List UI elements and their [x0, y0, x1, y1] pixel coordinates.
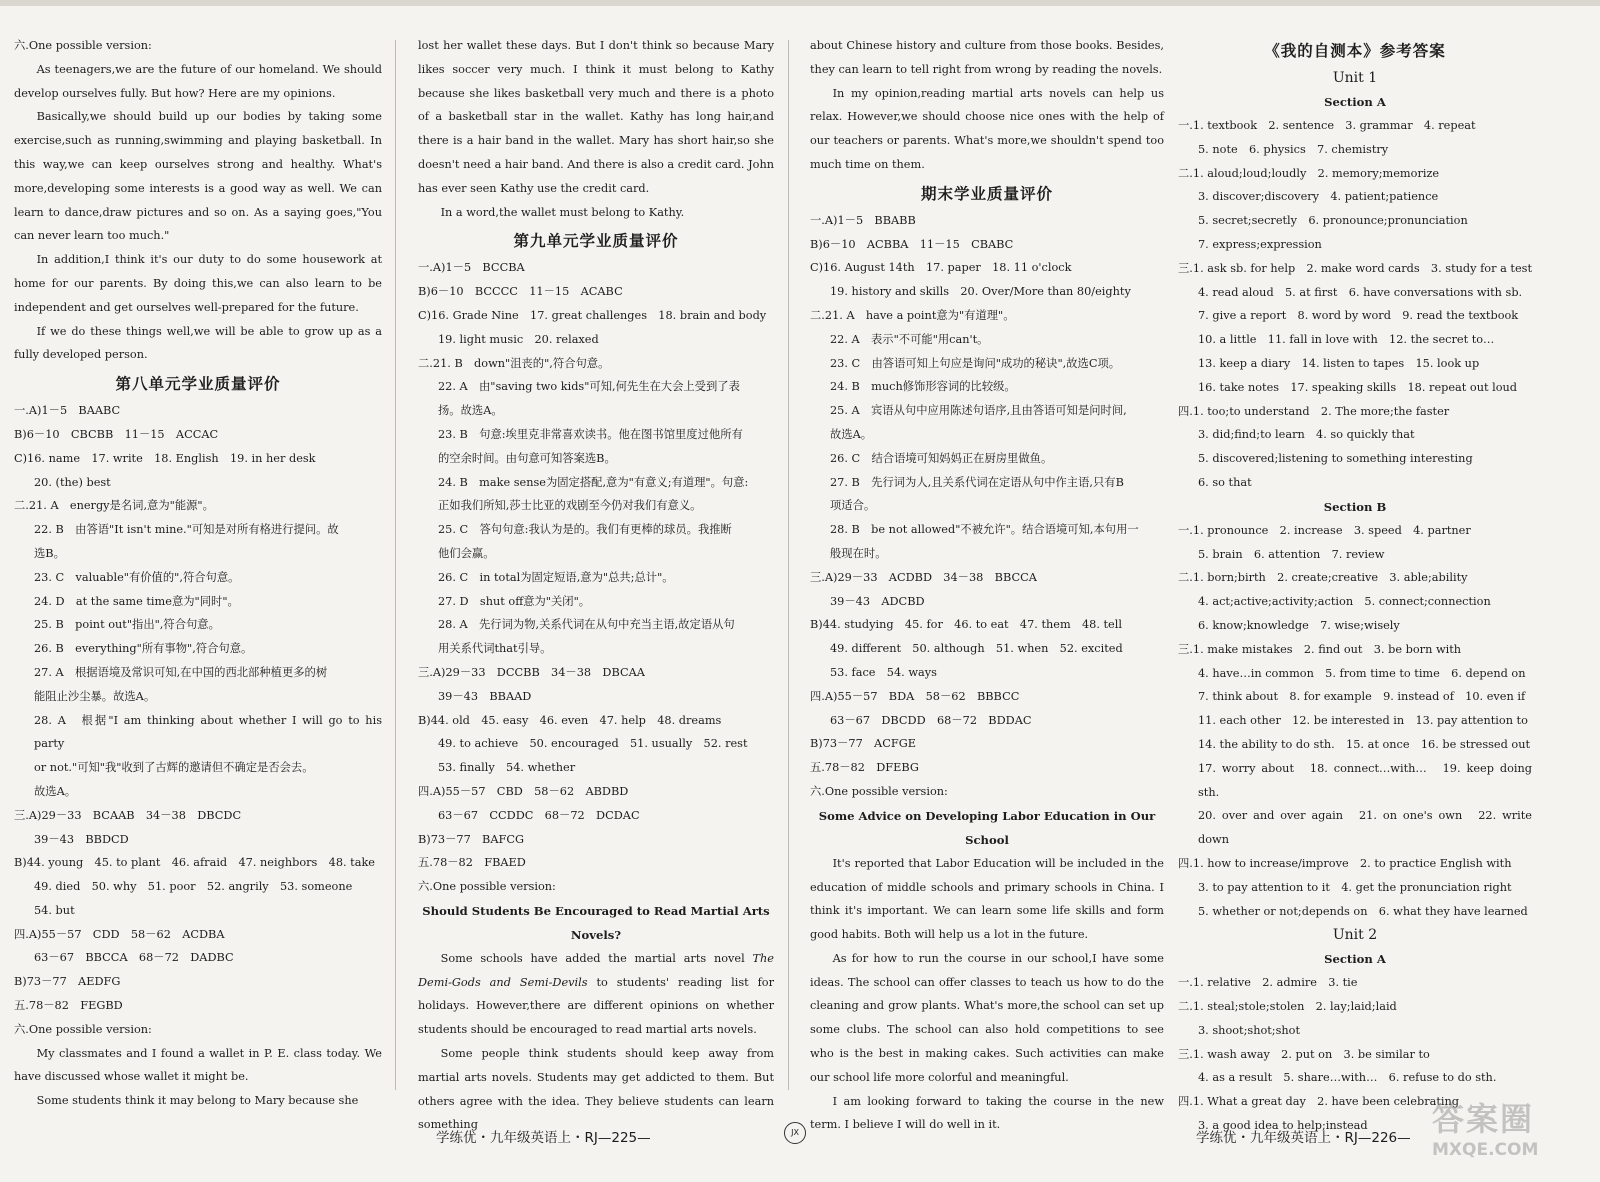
answer-line: 二.21. A energy是名词,意为"能源"。	[14, 499, 214, 513]
answer-line: 39－43 ADCBD	[830, 594, 925, 608]
answer-line: 三.1. ask sb. for help 2. make word cards 3. study for a test	[1178, 261, 1532, 275]
answer-line: 二.1. aloud;loud;loudly 2. memory;memorize	[1178, 166, 1440, 180]
answer-line: Some students think it may belong to Mary because she	[36, 1094, 359, 1108]
column-4	[1178, 34, 1532, 1138]
essay-paragraph: about Chinese history and culture from those books. Besides, they can learn to tell right from wrong by reading the novels.	[810, 39, 1164, 76]
answer-line: 63－67 BBCCA 68－72 DADBC	[34, 951, 234, 965]
essay-text: to students' reading list for holidays. However,there are different opinions on whether students should be encouraged to read martial arts novels.	[418, 975, 774, 1037]
answer-line: B)44. old 45. easy 46. even 47. help 48. dreams	[418, 713, 722, 727]
answer-line: 扬。故选A。	[438, 404, 503, 418]
answer-line: 23. B 句意:埃里克非常喜欢读书。他在图书馆里度过他所有	[438, 427, 743, 441]
answer-line: 25. B point out"指出",符合句意。	[34, 618, 220, 632]
answer-line: 故选A。	[34, 784, 77, 798]
answer-line: 3. a good idea to help;instead	[1198, 1119, 1368, 1133]
essay-paragraph: Basically,we should build up our bodies by taking some exercise,such as running,swimming and playing basketball. In this way,we can keep ourselves strong and healthy. What's more,developing some interests is a good way as well. We can learn to dance,draw pictures and so on. As a saying goes,"You can never learn too much."	[14, 110, 382, 243]
answer-line: 28. B be not allowed"不被允许"。结合语境可知,本句用一	[830, 523, 1139, 537]
answer-line: 26. C 结合语境可知妈妈正在厨房里做鱼。	[830, 451, 1053, 465]
unit9-answers	[418, 256, 774, 899]
answer-line: 20. over and over again 21. on one's own 22. write down	[1198, 809, 1532, 847]
essay-paragraph: In addition,I think it's our duty to do some housework at home for our parents. By doing this,we can also learn to be independent and get ourselves well-prepared for the future.	[14, 253, 382, 314]
answer-line: 一.A)1－5 BAABC	[14, 404, 121, 418]
essay-paragraph: It's reported that Labor Education will be included in the education of middle schools and primary schools in China. I think it's important. We can learn some life skills and form good habits. Both will help us a lot in the future.	[810, 856, 1164, 942]
section-title-unit8: 第八单元学业质量评价	[115, 375, 281, 394]
answer-line: 二.21. B down"沮丧的",符合句意。	[418, 356, 610, 370]
answer-line: 63－67 DBCDD 68－72 BDDAC	[830, 713, 1032, 727]
answer-line: 27. D shut off意为"关闭"。	[438, 594, 591, 608]
section-title-final: 期末学业质量评价	[920, 184, 1053, 203]
answer-line: 5. whether or not;depends on 6. what they have learned	[1198, 904, 1528, 918]
answer-line: 24. B much修饰形容词的比较级。	[830, 380, 1016, 394]
answer-line: C)16. August 14th 17. paper 18. 11 o'clock	[810, 261, 1072, 275]
answer-line: 三.1. make mistakes 2. find out 3. be born with	[1178, 642, 1462, 656]
answer-line: 25. A 宾语从句中应用陈述句语序,且由答语可知是问时间,	[830, 404, 1127, 418]
unit1-section-b-answers	[1178, 519, 1532, 924]
essay-paragraph	[418, 947, 774, 1042]
watermark-url: MXQE.COM	[1432, 1140, 1539, 1160]
final-answers	[810, 209, 1164, 804]
answer-line: B)73－77 BAFCG	[418, 832, 525, 846]
answer-line: B)6－10 ACBBA 11－15 CBABC	[810, 237, 1014, 251]
answer-line: 13. keep a diary 14. listen to tapes 15. look up	[1198, 356, 1480, 370]
answer-line: 26. B everything"所有事物",符合句意。	[34, 642, 253, 656]
answer-line: 三.A)29－33 BCAAB 34－38 DBCDC	[14, 808, 242, 822]
answer-line: My classmates and I found a wallet in P. E. class today. We have discussed whose wallet it might be.	[14, 1046, 382, 1084]
page-footer-left: 学练优・九年级英语上・RJ—225—	[436, 1130, 651, 1146]
answer-line: 正如我们所知,莎士比亚的戏剧至今仍对我们有意义。	[438, 499, 702, 513]
answer-line: 16. take notes 17. speaking skills 18. repeat out loud	[1198, 380, 1518, 394]
answer-line: 一.A)1－5 BBABB	[810, 213, 916, 227]
answer-line: 六.One possible version:	[418, 880, 556, 894]
novel-title: The Demi-Gods and Semi-Devils	[418, 951, 774, 989]
answer-line: 能阻止沙尘暴。故选A。	[34, 689, 156, 703]
answer-line: 6. know;knowledge 7. wise;wisely	[1198, 618, 1400, 632]
answer-line: 三.1. wash away 2. put on 3. be similar to	[1178, 1047, 1430, 1061]
answer-line: 六.One possible version:	[14, 1022, 152, 1036]
answer-line: 般现在时。	[830, 546, 887, 560]
answer-line: 一.1. pronounce 2. increase 3. speed 4. partner	[1178, 523, 1471, 537]
page-footer-right: 学练优・九年级英语上・RJ—226—	[1196, 1130, 1411, 1146]
answer-line: 3. discover;discovery 4. patient;patience	[1198, 190, 1439, 204]
answer-line: B)6－10 BCCCC 11－15 ACABC	[418, 285, 623, 299]
answer-line: 3. did;find;to learn 4. so quickly that	[1198, 428, 1415, 442]
answer-line: B)6－10 CBCBB 11－15 ACCAC	[14, 427, 219, 441]
answer-line: 27. A 根据语境及常识可知,在中国的西北部种植更多的树	[34, 665, 328, 679]
answer-line: 4. have…in common 5. from time to time 6. depend on	[1198, 666, 1526, 680]
answer-line: 三.A)29－33 ACDBD 34－38 BBCCA	[810, 570, 1037, 584]
answer-line: 7. think about 8. for example 9. instead of 10. even if	[1198, 690, 1526, 704]
jx-mark: JX	[784, 1122, 806, 1144]
answer-line: 22. B 由答语"It isn't mine."可知是对所有格进行提问。故	[34, 523, 339, 537]
essay-paragraph: As for how to run the course in our school,I have some ideas. The school can offer classes to teach us how to do the cleaning and grow plants. What's more,the school can set up some clubs. The school can also hold competitions to see who is the best in making cakes. Such activities can make our school life more colorful and meaningful.	[810, 951, 1164, 1084]
essay-paragraph: I am looking forward to taking the course in the new term. I believe I will do well in it.	[810, 1094, 1164, 1132]
answer-line: 25. C 答句句意:我认为是的。我们有更棒的球员。我推断	[438, 523, 732, 537]
answer-line: 4. act;active;activity;action 5. connect;connection	[1198, 595, 1491, 609]
answer-line: 53. face 54. ways	[830, 665, 937, 679]
answer-line: 一.1. textbook 2. sentence 3. grammar 4. repeat	[1178, 119, 1476, 132]
answer-line: 22. A 表示"不可能"用can't。	[830, 332, 989, 346]
answer-line: 39－43 BBDCD	[34, 832, 129, 846]
answer-line: B)44. studying 45. for 46. to eat 47. them 48. tell	[810, 618, 1122, 632]
answer-line: 49. to achieve 50. encouraged 51. usually 52. rest	[438, 737, 748, 751]
column-divider	[395, 40, 396, 1090]
watermark-logo: 答案圈	[1432, 1100, 1535, 1138]
answer-line: 39－43 BBAAD	[438, 689, 532, 703]
answer-key-title: 《我的自测本》参考答案	[1264, 42, 1446, 60]
unit8-answers	[14, 399, 382, 1113]
answer-line: 四.A)55－57 CDD 58－62 ACDBA	[14, 927, 225, 941]
section-title-unit9: 第九单元学业质量评价	[513, 232, 679, 251]
answer-line: 故选A。	[830, 427, 873, 441]
answer-line: 一.1. relative 2. admire 3. tie	[1178, 976, 1358, 990]
essay-paragraph: In my opinion,reading martial arts novels can help us relax. However,we should choose nice ones with the help of our teachers or parents. What's more,we shouldn't spend too much time on them.	[810, 86, 1164, 171]
column-2	[418, 34, 774, 1137]
answer-line: 一.A)1－5 BCCBA	[418, 261, 525, 275]
essay-paragraph: In a word,the wallet must belong to Kathy.	[440, 205, 685, 219]
answer-line: 3. shoot;shot;shot	[1198, 1023, 1301, 1037]
answer-line: 17. worry about 18. connect…with… 19. keep doing sth.	[1198, 761, 1532, 799]
answer-line: 23. C 由答语可知上句应是询问"成功的秘诀",故选C项。	[830, 356, 1121, 370]
answer-line: 六.One possible version:	[810, 784, 948, 798]
answer-line: 27. B 先行词为人,且关系代词在定语从句中作主语,只有B	[830, 475, 1124, 489]
essay-heading: 六.One possible version:	[14, 39, 152, 52]
answer-line: 二.1. steal;stole;stolen 2. lay;laid;laid	[1178, 1000, 1397, 1014]
answer-line: 项适合。	[830, 499, 876, 513]
answer-line: 五.78－82 FEGBD	[14, 999, 123, 1013]
page-top-edge	[0, 0, 1600, 6]
essay-text: Some schools have added the martial arts novel	[440, 951, 753, 965]
essay-title: Should Students Be Encouraged to Read Martial Arts Novels?	[422, 903, 770, 942]
answer-line: B)44. young 45. to plant 46. afraid 47. neighbors 48. take	[14, 856, 375, 870]
unit-heading: Unit 2	[1332, 927, 1378, 944]
answer-line: 20. (the) best	[34, 475, 111, 489]
column-3	[810, 34, 1164, 1137]
answer-line: 28. A 根据"I am thinking about whether I will go to his party	[34, 713, 382, 751]
answer-line: 四.1. too;to understand 2. The more;the faster	[1178, 404, 1450, 418]
answer-line: 4. as a result 5. share…with… 6. refuse to do sth.	[1198, 1071, 1497, 1085]
answer-line: 11. each other 12. be interested in 13. pay attention to	[1198, 714, 1528, 728]
unit1-section-a-answers	[1178, 114, 1532, 495]
section-heading: Section A	[1324, 95, 1386, 109]
answer-line: C)16. name 17. write 18. English 19. in her desk	[14, 451, 316, 465]
answer-line: 63－67 CCDDC 68－72 DCDAC	[438, 808, 640, 822]
answer-line: 用关系代词that引导。	[438, 642, 552, 656]
column-1	[14, 34, 382, 1113]
answer-line: 四.1. how to increase/improve 2. to practice English with	[1178, 856, 1512, 870]
column-divider	[788, 40, 789, 1090]
answer-line: C)16. Grade Nine 17. great challenges 18. brain and body	[418, 308, 767, 322]
watermark	[1432, 1094, 1592, 1170]
answer-line: B)73－77 AEDFG	[14, 975, 121, 989]
essay-paragraph: Some people think students should keep away from martial arts novels. Students may get addicted to them. But others agree with the idea. They believe students can learn something	[418, 1047, 774, 1132]
answer-line: 28. A 先行词为物,关系代词在从句中充当主语,故定语从句	[438, 618, 735, 632]
answer-line: 选B。	[34, 546, 65, 560]
answer-line: 5. note 6. physics 7. chemistry	[1198, 142, 1389, 156]
answer-line: 24. D at the same time意为"同时"。	[34, 594, 239, 608]
answer-line: 三.A)29－33 DCCBB 34－38 DBCAA	[418, 665, 645, 679]
essay-paragraph: As teenagers,we are the future of our homeland. We should develop ourselves fully. But how? Here are my opinions.	[14, 62, 382, 100]
answer-line: 19. light music 20. relaxed	[438, 332, 599, 346]
answer-line: 23. C valuable"有价值的",符合句意。	[34, 570, 240, 584]
answer-line: 五.78－82 FBAED	[418, 856, 526, 870]
essay-title: Some Advice on Developing Labor Education in Our School	[818, 808, 1156, 847]
section-heading: Section A	[1324, 952, 1386, 967]
answer-line: 53. finally 54. whether	[438, 761, 576, 775]
answer-line: 五.78－82 DFEBG	[810, 761, 919, 775]
answer-line: 5. brain 6. attention 7. review	[1198, 547, 1385, 561]
answer-line: 四.A)55－57 CBD 58－62 ABDBD	[418, 784, 629, 798]
answer-line: 14. the ability to do sth. 15. at once 16. be stressed out	[1198, 737, 1531, 751]
answer-line: 四.1. What a great day 2. have been celebrating	[1178, 1095, 1460, 1109]
unit-heading: Unit 1	[1332, 70, 1378, 86]
answer-line: 7. give a report 8. word by word 9. read the textbook	[1198, 309, 1519, 323]
answer-line: 二.21. A have a point意为"有道理"。	[810, 308, 1015, 322]
essay-paragraph: lost her wallet these days. But I don't think so because Mary likes soccer very much. I think it must belong to Kathy because she likes basketball very much and there is a photo of a basketball star in the wallet. Kathy has long hair,and there is a hair band in the wallet. Mary has short hair,so she doesn't need a hair band. And there is also a credit card. John has ever seen Kathy use the credit card.	[418, 39, 774, 195]
answer-line: B)73－77 ACFGE	[810, 737, 916, 751]
answer-line: 他们会赢。	[438, 546, 495, 560]
answer-line: or not."可知"我"收到了古辉的邀请但不确定是否会去。	[34, 761, 314, 775]
answer-line: 24. B make sense为固定搭配,意为"有意义;有道理"。句意:	[438, 475, 749, 489]
essay-paragraph: If we do these things well,we will be able to grow up as a fully developed person.	[14, 324, 382, 362]
answer-line: 22. A 由"saving two kids"可知,何先生在大会上受到了表	[438, 380, 740, 394]
answer-line: 7. express;expression	[1198, 237, 1322, 251]
answer-line: 49. died 50. why 51. poor 52. angrily 53. someone	[34, 880, 353, 894]
answer-line: 5. discovered;listening to something interesting	[1198, 452, 1473, 466]
answer-line: 6. so that	[1198, 475, 1252, 489]
section-heading: Section B	[1323, 499, 1387, 514]
answer-line: 4. read aloud 5. at first 6. have conversations with sb.	[1198, 285, 1523, 299]
answer-line: 26. C in total为固定短语,意为"总共;总计"。	[438, 570, 674, 584]
answer-line: 的空余时间。由句意可知答案选B。	[438, 451, 616, 465]
answer-line: 10. a little 11. fall in love with 12. the secret to…	[1198, 333, 1495, 347]
answer-line: 二.1. born;birth 2. create;creative 3. able;ability	[1178, 571, 1468, 585]
answer-line: 四.A)55－57 BDA 58－62 BBBCC	[810, 689, 1020, 703]
answer-line: 3. to pay attention to it 4. get the pronunciation right	[1198, 880, 1512, 894]
answer-line: 49. different 50. although 51. when 52. excited	[830, 642, 1123, 656]
answer-line: 5. secret;secretly 6. pronounce;pronunciation	[1198, 214, 1468, 228]
answer-line: 19. history and skills 20. Over/More than 80/eighty	[830, 285, 1131, 299]
answer-line: 54. but	[34, 903, 75, 917]
